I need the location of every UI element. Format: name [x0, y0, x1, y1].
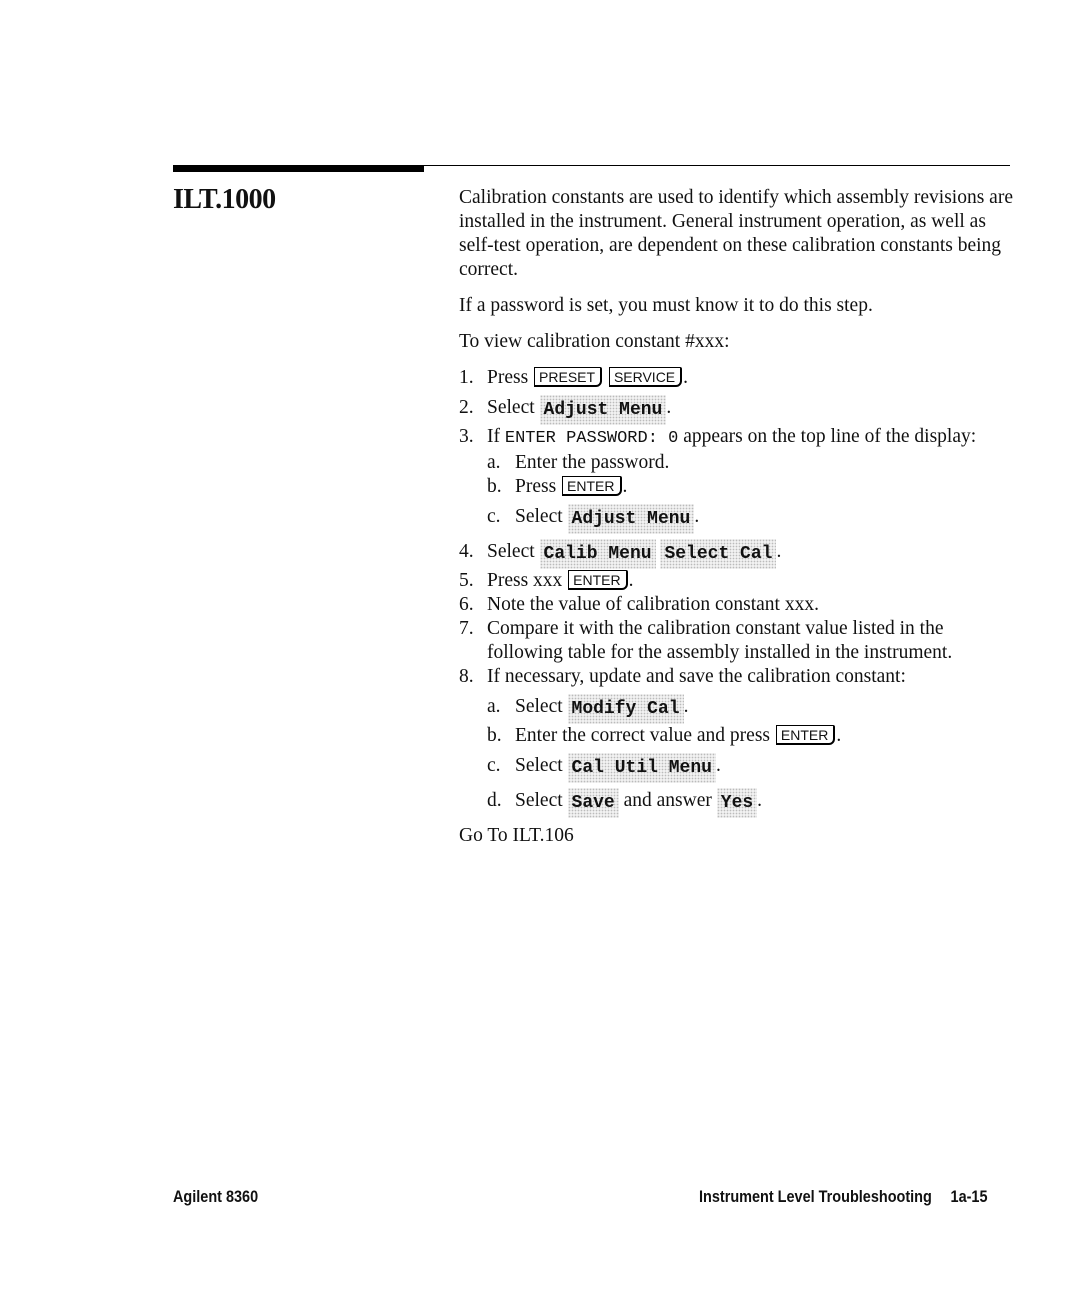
substep-letter: a. — [487, 696, 501, 717]
step-number: 1. — [459, 367, 474, 388]
footer-section-title: Instrument Level Troubleshooting — [699, 1187, 932, 1206]
step-end: . — [776, 541, 782, 562]
substep-end: . — [715, 755, 721, 776]
step-text: Select — [487, 397, 535, 418]
footer-page-number: 1a-15 — [950, 1187, 988, 1206]
substep-letter: b. — [487, 476, 502, 497]
save-softkey[interactable]: Save — [568, 788, 619, 818]
substep-text-mid: and answer — [623, 790, 712, 811]
step-4 — [459, 534, 1019, 569]
step-7 — [459, 617, 1019, 665]
display-message: ENTER PASSWORD: 0 — [504, 429, 679, 448]
substep-end: . — [683, 696, 689, 717]
step-8d — [487, 783, 1019, 818]
procedure-steps — [459, 366, 1019, 818]
step-text: Press xxx — [487, 570, 563, 591]
substep-text: Press — [515, 476, 557, 497]
substep-letter: c. — [487, 506, 501, 527]
yes-softkey[interactable]: Yes — [717, 788, 757, 818]
step-number: 4. — [459, 541, 474, 562]
step-8b — [487, 724, 1019, 748]
substep-letter: a. — [487, 452, 501, 473]
substep-letter: d. — [487, 790, 502, 811]
step-2 — [459, 390, 1019, 425]
step-text-cont: appears on the top line of the display: — [683, 426, 977, 447]
substep-end: . — [694, 506, 700, 527]
substep-end: . — [622, 476, 628, 497]
view-instruction: To view calibration constant #xxx: — [459, 331, 730, 352]
header-rule-thick — [173, 165, 424, 172]
enter-key[interactable]: ENTER — [568, 570, 627, 590]
goto-link: Go To ILT.106 — [459, 825, 574, 846]
substep-letter: c. — [487, 755, 501, 776]
footer-product: Agilent 8360 — [173, 1187, 259, 1206]
step-text: Note the value of calibration constant xxx. — [487, 594, 819, 615]
step-3b — [487, 475, 1019, 499]
step-number: 7. — [459, 618, 474, 639]
step-8c — [487, 748, 1019, 783]
step-number: 6. — [459, 594, 474, 615]
preset-key[interactable]: PRESET — [534, 367, 602, 387]
password-note: If a password is set, you must know it to do this step. — [459, 295, 873, 316]
step-1 — [459, 366, 1019, 390]
procedure-body — [459, 186, 1019, 860]
step-3c — [487, 499, 1019, 534]
substep-end: . — [757, 790, 763, 811]
substep-text: Select — [515, 506, 563, 527]
substep-end: . — [836, 725, 842, 746]
enter-key[interactable]: ENTER — [776, 725, 835, 745]
step-end: . — [683, 367, 689, 388]
select-cal-softkey[interactable]: Select Cal — [660, 539, 776, 569]
step-text: If — [487, 426, 500, 447]
step-text: Select — [487, 541, 535, 562]
service-key[interactable]: SERVICE — [609, 367, 682, 387]
enter-key[interactable]: ENTER — [562, 476, 621, 496]
adjust-menu-softkey[interactable]: Adjust Menu — [568, 504, 695, 534]
adjust-menu-softkey[interactable]: Adjust Menu — [540, 395, 667, 425]
substep-text: Enter the correct value and press — [515, 725, 771, 746]
header-rule-thin — [424, 165, 1010, 166]
cal-util-menu-softkey[interactable]: Cal Util Menu — [568, 753, 716, 783]
step-end: . — [628, 570, 634, 591]
step-number: 3. — [459, 426, 474, 447]
step-end: . — [666, 397, 672, 418]
step-text: If necessary, update and save the calibration constant: — [487, 666, 906, 687]
footer-section — [699, 1187, 987, 1207]
step-number: 8. — [459, 666, 474, 687]
substep-letter: b. — [487, 725, 502, 746]
substep-text: Select — [515, 696, 563, 717]
substep-text: Select — [515, 790, 563, 811]
modify-cal-softkey[interactable]: Modify Cal — [568, 694, 684, 724]
step-3a — [487, 451, 1019, 475]
step-text: Compare it with the calibration constant value listed in the following table for the assembly installed in the instrument. — [487, 618, 953, 663]
step-id-heading: ILT.1000 — [173, 184, 276, 215]
step-6 — [459, 593, 1019, 617]
substep-text: Enter the password. — [515, 452, 670, 473]
step-5 — [459, 569, 1019, 593]
calib-menu-softkey[interactable]: Calib Menu — [540, 539, 656, 569]
step-text: Press — [487, 367, 529, 388]
step-number: 2. — [459, 397, 474, 418]
step-number: 5. — [459, 570, 474, 591]
step-3 — [459, 425, 1019, 534]
step-8 — [459, 665, 1019, 818]
step-8a — [487, 689, 1019, 724]
substep-text: Select — [515, 755, 563, 776]
intro-paragraph: Calibration constants are used to identify which assembly revisions are installed in the instrument. General instrument operation, as well as self-test operation, are dependent on these calibration constants being correct. — [459, 187, 1013, 280]
